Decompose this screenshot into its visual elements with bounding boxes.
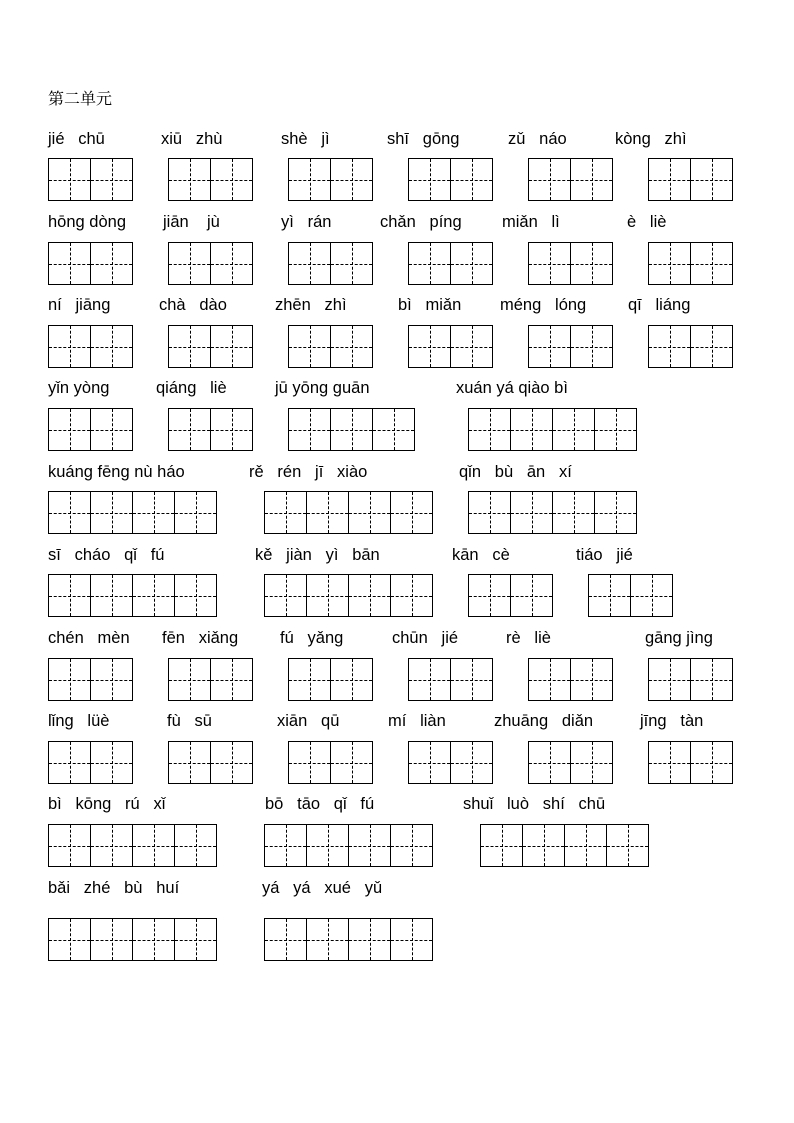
tianzige-cell[interactable] [90, 491, 133, 534]
answer-box-group [408, 242, 493, 284]
answer-box-group [408, 325, 493, 367]
tianzige-cell[interactable] [90, 918, 133, 961]
pinyin-label: qiáng liè [156, 379, 227, 397]
pinyin-label: méng lóng [500, 296, 587, 314]
pinyin-label: qī liáng [628, 296, 691, 314]
tianzige-cell[interactable] [348, 824, 391, 867]
pinyin-label: jié chū [48, 130, 105, 148]
tianzige-cell[interactable] [390, 491, 433, 534]
tianzige-cell[interactable] [690, 741, 733, 784]
tianzige-cell[interactable] [90, 158, 133, 201]
tianzige-cell[interactable] [330, 158, 373, 201]
pinyin-label: fēn xiǎng [162, 629, 239, 647]
tianzige-cell[interactable] [48, 824, 91, 867]
tianzige-cell[interactable] [48, 574, 91, 617]
answer-box-group [168, 158, 253, 200]
tianzige-cell[interactable] [288, 325, 331, 368]
tianzige-cell[interactable] [510, 408, 553, 451]
pinyin-label: xiān qū [277, 712, 340, 730]
page-title: 第二单元 [48, 89, 113, 108]
tianzige-cell[interactable] [390, 824, 433, 867]
pinyin-label: hōng dòng [48, 213, 126, 231]
tianzige-cell[interactable] [264, 824, 307, 867]
pinyin-label: zhēn zhì [275, 296, 347, 314]
tianzige-cell[interactable] [48, 741, 91, 784]
tianzige-cell[interactable] [588, 574, 631, 617]
tianzige-cell[interactable] [450, 741, 493, 784]
tianzige-cell[interactable] [132, 574, 175, 617]
tianzige-cell[interactable] [408, 158, 451, 201]
answer-box-group [408, 741, 493, 783]
pinyin-label: ní jiāng [48, 296, 111, 314]
tianzige-cell[interactable] [48, 158, 91, 201]
answer-box-group [264, 918, 433, 960]
tianzige-cell[interactable] [90, 408, 133, 451]
tianzige-cell[interactable] [288, 242, 331, 285]
tianzige-cell[interactable] [48, 918, 91, 961]
tianzige-cell[interactable] [90, 325, 133, 368]
answer-box-group [648, 242, 733, 284]
tianzige-cell[interactable] [528, 242, 571, 285]
pinyin-label: shī gōng [387, 130, 460, 148]
tianzige-cell[interactable] [648, 741, 691, 784]
pinyin-label: kān cè [452, 546, 510, 564]
tianzige-cell[interactable] [168, 242, 211, 285]
tianzige-cell[interactable] [168, 325, 211, 368]
answer-box-group [288, 741, 373, 783]
tianzige-cell[interactable] [48, 658, 91, 701]
answer-box-group [48, 574, 217, 616]
answer-box-group [648, 158, 733, 200]
tianzige-cell[interactable] [210, 325, 253, 368]
tianzige-cell[interactable] [48, 491, 91, 534]
pinyin-label: zǔ náo [508, 130, 567, 148]
pinyin-label: chén mèn [48, 629, 130, 647]
tianzige-cell[interactable] [594, 491, 637, 534]
pinyin-label: sī cháo qǐ fú [48, 546, 165, 564]
tianzige-cell[interactable] [330, 658, 373, 701]
answer-box-group [288, 242, 373, 284]
answer-box-group [468, 574, 553, 616]
tianzige-cell[interactable] [330, 741, 373, 784]
answer-box-group [648, 741, 733, 783]
tianzige-cell[interactable] [510, 491, 553, 534]
pinyin-label: jū yōng guān [275, 379, 370, 397]
answer-box-group [528, 658, 613, 700]
pinyin-label: yǐn yòng [48, 379, 110, 397]
pinyin-label: kě jiàn yì bān [255, 546, 380, 564]
answer-box-group [480, 824, 649, 866]
answer-box-group [648, 658, 733, 700]
answer-box-group [468, 408, 637, 450]
tianzige-cell[interactable] [132, 824, 175, 867]
answer-box-group [168, 325, 253, 367]
answer-box-group [288, 658, 373, 700]
answer-box-group [528, 158, 613, 200]
tianzige-cell[interactable] [570, 158, 613, 201]
tianzige-cell[interactable] [264, 491, 307, 534]
tianzige-cell[interactable] [90, 824, 133, 867]
answer-box-group [528, 741, 613, 783]
tianzige-cell[interactable] [552, 491, 595, 534]
tianzige-cell[interactable] [468, 491, 511, 534]
answer-box-group [588, 574, 673, 616]
answer-box-group [288, 158, 373, 200]
tianzige-cell[interactable] [648, 242, 691, 285]
tianzige-cell[interactable] [630, 574, 673, 617]
tianzige-cell[interactable] [174, 918, 217, 961]
tianzige-cell[interactable] [510, 574, 553, 617]
tianzige-cell[interactable] [480, 824, 523, 867]
pinyin-label: bì kōng rú xǐ [48, 795, 166, 813]
answer-box-group [48, 741, 133, 783]
tianzige-cell[interactable] [606, 824, 649, 867]
tianzige-cell[interactable] [174, 574, 217, 617]
pinyin-label: shuǐ luò shí chū [463, 795, 606, 813]
tianzige-cell[interactable] [90, 574, 133, 617]
tianzige-cell[interactable] [168, 158, 211, 201]
pinyin-label: tiáo jié [576, 546, 633, 564]
tianzige-cell[interactable] [570, 741, 613, 784]
tianzige-cell[interactable] [210, 408, 253, 451]
tianzige-cell[interactable] [330, 408, 373, 451]
tianzige-cell[interactable] [450, 658, 493, 701]
pinyin-label: qǐn bù ān xí [459, 463, 572, 481]
tianzige-cell[interactable] [648, 658, 691, 701]
tianzige-cell[interactable] [450, 158, 493, 201]
tianzige-cell[interactable] [48, 325, 91, 368]
pinyin-label: chà dào [159, 296, 227, 314]
tianzige-cell[interactable] [528, 658, 571, 701]
answer-box-group [264, 491, 433, 533]
tianzige-cell[interactable] [288, 658, 331, 701]
pinyin-label: rè liè [506, 629, 551, 647]
pinyin-label: è liè [627, 213, 667, 231]
pinyin-label: kuáng fēng nù háo [48, 463, 185, 481]
tianzige-cell[interactable] [90, 242, 133, 285]
pinyin-label: zhuāng diǎn [494, 712, 594, 730]
pinyin-label: rě rén jī xiào [249, 463, 368, 481]
tianzige-cell[interactable] [390, 574, 433, 617]
tianzige-cell[interactable] [288, 158, 331, 201]
tianzige-cell[interactable] [48, 242, 91, 285]
answer-box-group [264, 574, 433, 616]
tianzige-cell[interactable] [288, 741, 331, 784]
pinyin-label: bì miǎn [398, 296, 462, 314]
tianzige-cell[interactable] [330, 325, 373, 368]
tianzige-cell[interactable] [390, 918, 433, 961]
pinyin-label: xuán yá qiào bì [456, 379, 568, 397]
answer-box-group [48, 824, 217, 866]
answer-box-group [168, 741, 253, 783]
answer-box-group [468, 491, 637, 533]
tianzige-cell[interactable] [210, 741, 253, 784]
tianzige-cell[interactable] [48, 408, 91, 451]
tianzige-cell[interactable] [570, 325, 613, 368]
tianzige-cell[interactable] [570, 658, 613, 701]
answer-box-group [48, 242, 133, 284]
tianzige-cell[interactable] [648, 325, 691, 368]
tianzige-cell[interactable] [690, 158, 733, 201]
tianzige-cell[interactable] [450, 325, 493, 368]
tianzige-cell[interactable] [408, 325, 451, 368]
tianzige-cell[interactable] [372, 408, 415, 451]
tianzige-cell[interactable] [408, 242, 451, 285]
tianzige-cell[interactable] [570, 242, 613, 285]
pinyin-label: jiān jù [163, 213, 220, 231]
tianzige-cell[interactable] [90, 658, 133, 701]
tianzige-cell[interactable] [690, 325, 733, 368]
pinyin-label: fú yǎng [280, 629, 344, 647]
pinyin-label: jīng tàn [640, 712, 704, 730]
tianzige-cell[interactable] [348, 918, 391, 961]
pinyin-label: miǎn lì [502, 213, 560, 231]
answer-box-group [48, 658, 133, 700]
tianzige-cell[interactable] [552, 408, 595, 451]
tianzige-cell[interactable] [528, 325, 571, 368]
answer-box-group [48, 918, 217, 960]
tianzige-cell[interactable] [528, 741, 571, 784]
tianzige-cell[interactable] [210, 658, 253, 701]
tianzige-cell[interactable] [468, 574, 511, 617]
answer-box-group [408, 158, 493, 200]
answer-box-group [264, 824, 433, 866]
pinyin-label: yá yá xué yǔ [262, 879, 383, 897]
tianzige-cell[interactable] [168, 658, 211, 701]
tianzige-cell[interactable] [348, 574, 391, 617]
answer-box-group [48, 491, 217, 533]
tianzige-cell[interactable] [174, 491, 217, 534]
pinyin-label: mí liàn [388, 712, 446, 730]
tianzige-cell[interactable] [174, 824, 217, 867]
tianzige-cell[interactable] [408, 741, 451, 784]
answer-box-group [168, 658, 253, 700]
tianzige-cell[interactable] [90, 741, 133, 784]
pinyin-label: xiū zhù [161, 130, 223, 148]
answer-box-group [528, 325, 613, 367]
tianzige-cell[interactable] [690, 242, 733, 285]
answer-box-group [48, 158, 133, 200]
tianzige-cell[interactable] [306, 491, 349, 534]
tianzige-cell[interactable] [648, 158, 691, 201]
tianzige-cell[interactable] [522, 824, 565, 867]
tianzige-cell[interactable] [264, 918, 307, 961]
tianzige-cell[interactable] [132, 491, 175, 534]
tianzige-cell[interactable] [210, 158, 253, 201]
tianzige-cell[interactable] [330, 242, 373, 285]
tianzige-cell[interactable] [132, 918, 175, 961]
answer-box-group [48, 325, 133, 367]
pinyin-label: lǐng lüè [48, 712, 110, 730]
tianzige-cell[interactable] [564, 824, 607, 867]
tianzige-cell[interactable] [690, 658, 733, 701]
tianzige-cell[interactable] [306, 918, 349, 961]
tianzige-cell[interactable] [306, 824, 349, 867]
tianzige-cell[interactable] [450, 242, 493, 285]
pinyin-label: shè jì [281, 130, 330, 148]
pinyin-label: chǎn píng [380, 213, 462, 231]
answer-box-group [528, 242, 613, 284]
answer-box-group [288, 325, 373, 367]
tianzige-cell[interactable] [168, 408, 211, 451]
answer-box-group [408, 658, 493, 700]
tianzige-cell[interactable] [528, 158, 571, 201]
tianzige-cell[interactable] [468, 408, 511, 451]
answer-box-group [648, 325, 733, 367]
pinyin-label: bǎi zhé bù huí [48, 879, 180, 897]
tianzige-cell[interactable] [288, 408, 331, 451]
pinyin-label: chūn jié [392, 629, 459, 647]
answer-box-group [168, 242, 253, 284]
tianzige-cell[interactable] [348, 491, 391, 534]
answer-box-group [168, 408, 253, 450]
tianzige-cell[interactable] [408, 658, 451, 701]
tianzige-cell[interactable] [168, 741, 211, 784]
pinyin-label: fù sū [167, 712, 212, 730]
pinyin-label: gāng jìng [645, 629, 713, 647]
pinyin-label: bō tāo qǐ fú [265, 795, 375, 813]
answer-box-group [48, 408, 133, 450]
pinyin-label: kòng zhì [615, 130, 687, 148]
tianzige-cell[interactable] [264, 574, 307, 617]
pinyin-label: yì rán [281, 213, 332, 231]
tianzige-cell[interactable] [210, 242, 253, 285]
answer-box-group [288, 408, 415, 450]
tianzige-cell[interactable] [306, 574, 349, 617]
tianzige-cell[interactable] [594, 408, 637, 451]
